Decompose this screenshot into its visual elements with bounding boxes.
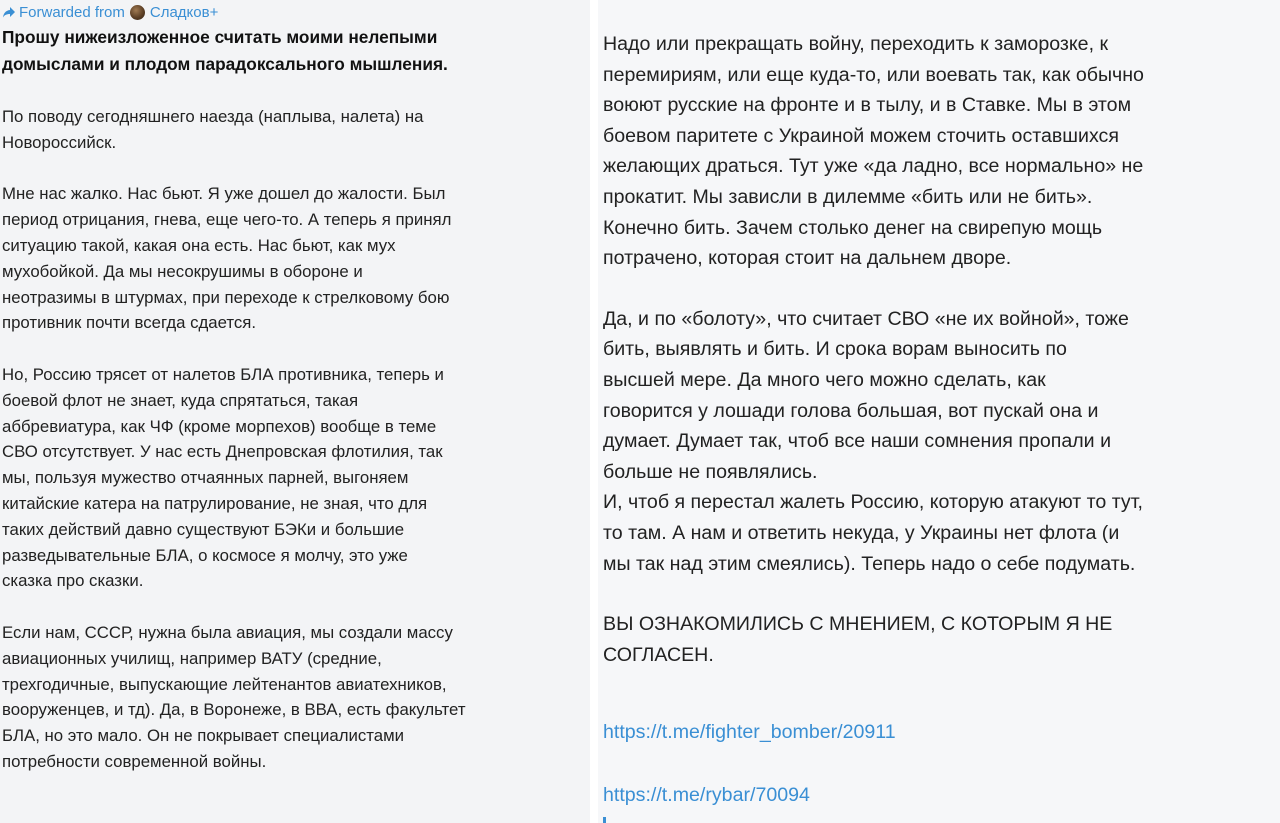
- link-preview-accent-bar: [603, 817, 606, 823]
- message-paragraph: По поводу сегодняшнего наезда (наплыва, налета) на Новороссийск.: [2, 107, 424, 152]
- forward-arrow-icon: [2, 5, 16, 19]
- message-paragraph: Надо или прекращать войну, переходить к заморозке, к перемириям, или еще куда-то, или воевать так, как обычно воюют русские на фронте и в тылу, и в Ставке. Мы в этом боевом паритете с Украиной можем сточить оставшихся желающих драться. Тут уже «да ладно, все нормально» не прокатит. Мы зависли в дилемме «бить или не бить». Конечно бить. Зачем столько денег на свирепую мощь потрачено, которая стоит на дальнем дворе.: [603, 33, 1144, 270]
- message-body-left: [2, 104, 586, 801]
- message-paragraph: Да, и по «болоту», что считает СВО «не их войной», тоже бить, выявлять и бить. И срока ворам выносить по высшей мере. Да много чего можно сделать, как говорится у лошади голова большая, вот пускай она и думает. Думает так, чтоб все наши сомнения пропали и больше не появлялись. И, чтоб я перестал жалеть Россию, которую атакуют то тут, то там. А нам и ответить некуда, у Украины нет флота (и мы так над этим смеялись). Теперь надо о себе подумать.: [603, 307, 1143, 575]
- forwarded-from-label: Forwarded from: [19, 3, 125, 21]
- forward-sender-name[interactable]: Сладков+: [149, 3, 219, 21]
- forwarded-from-header[interactable]: [2, 1, 218, 23]
- message-heading: Прошу нижеизложенное считать моими нелепыми домыслами и плодом парадоксального мышления.: [2, 27, 448, 74]
- message-left-column: [0, 0, 590, 823]
- link-rybar[interactable]: https://t.me/rybar/70094: [603, 784, 810, 806]
- message-body-right: [603, 29, 1275, 700]
- message-right-column: [598, 0, 1280, 823]
- message-paragraph: Если нам, СССР, нужна была авиация, мы создали массу авиационных училищ, например ВАТУ (средние, трехгодичные, выпускающие лейтенантов авиатехников, вооруженцев, и тд). Да, в Воронеже, в ВВА, есть факультет БЛА, но это мало. Он не покрывает специалистами потребности современной войны.: [2, 622, 466, 771]
- message-paragraph: Но, Россию трясет от налетов БЛА противника, теперь и боевой флот не знает, куда спрятаться, такая аббревиатура, как ЧФ (кроме морпехов) вообще в теме СВО отсутствует. У нас есть Днепровская флотилия, так мы, пользуя мужество отчаянных парней, выгоняем китайские катера на патрулирование, не зная, что для таких действий давно существуют БЭКи и большие разведывательные БЛА, о космосе я молчу, это уже сказка про сказки.: [2, 364, 444, 591]
- sender-avatar[interactable]: [130, 5, 145, 20]
- link-fighter-bomber[interactable]: https://t.me/fighter_bomber/20911: [603, 721, 896, 743]
- message-disclaimer: ВЫ ОЗНАКОМИЛИСЬ С МНЕНИЕМ, С КОТОРЫМ Я НЕ СОГЛАСЕН.: [603, 613, 1113, 666]
- message-paragraph: Мне нас жалко. Нас бьют. Я уже дошел до жалости. Был период отрицания, гнева, еще чего-то. А теперь я принял ситуацию такой, какая она есть. Нас бьют, как мух мухобойкой. Да мы несокрушимы в обороне и неотразимы в штурмах, при переходе к стрелковому бою противник почти всегда сдается.: [2, 184, 452, 333]
- column-divider: [590, 0, 598, 823]
